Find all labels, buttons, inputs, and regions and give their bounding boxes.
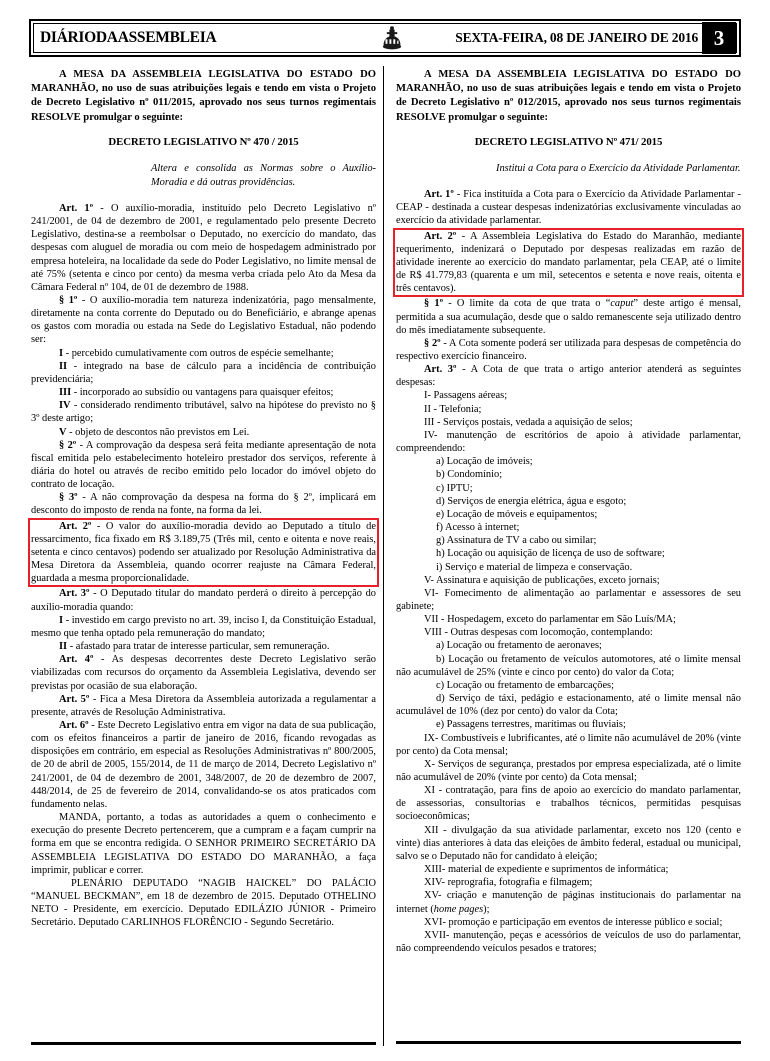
left-art6-text: - Este Decreto Legislativo entra em vigor na data de sua publicação, com os efeitos financeiros a partir de janeiro de 2016, ficando revogadas as disposições em contrário, em especial as Resoluções Administrativas nº 800/2005, de 20 de abril de 2005, 155/2014, de 11 de março de 2014, Decreto Legislativo nº 241/2001, de 04 de dezembro de 2001, 348/2007, de 20 de dezembro de 2007, 448/2014, de 25 de fevereiro de 2014, convalidando-se os atos praticados com fundamento nelas.	[31, 719, 376, 810]
right-art1-label: Art. 1º	[424, 189, 454, 201]
right-art2-label: Art. 2º	[424, 230, 457, 242]
right-item-iii: III - Serviços postais, vedada a aquisição de selos;	[424, 416, 633, 428]
right-column	[396, 68, 741, 955]
left-inciso-v-label: V	[59, 426, 67, 438]
left-art5-text: - Fica a Mesa Diretora da Assembleia autorizada a regulamentar a presente, através de Resolução Administrativa.	[31, 693, 376, 718]
right-art3-text: - A Cota de que trata o artigo anterior atenderá as seguintes despesas:	[396, 364, 741, 389]
right-item-iv: IV- manutenção de escritórios de apoio à atividade parlamentar, compreendendo:	[396, 429, 741, 455]
left-par3	[31, 491, 376, 517]
right-subitem-iv-d: d) Serviços de energia elétrica, água e esgoto;	[436, 495, 627, 507]
right-art3	[396, 363, 741, 389]
right-subitem-iv-i: i) Serviço e material de limpeza e conservação.	[436, 561, 633, 573]
left-inciso-iii-label: III	[59, 387, 72, 399]
right-subitem-iv-f: f) Acesso à internet;	[436, 522, 520, 534]
left-inciso-iii	[31, 386, 376, 399]
left-par3-text: - A não comprovação da despesa na forma do § 2º, implicará em desconto do imposto de renda na fonte, na forma da lei.	[31, 492, 376, 517]
left-art6-label: Art. 6º	[59, 719, 89, 731]
right-par2	[396, 337, 741, 363]
right-item-ii: II - Telefonia;	[424, 403, 482, 415]
right-highlight-box-art2	[393, 228, 744, 298]
right-subitem-iv-a: a) Locação de imóveis;	[436, 456, 533, 468]
right-par1	[396, 297, 741, 336]
left-highlight-box-art2	[28, 518, 379, 588]
left-art2-label: Art. 2º	[59, 520, 92, 532]
left-par2-label: § 2º	[59, 439, 77, 451]
left-inciso-ii-text: - integrado na base de cálculo para a incidência de contribuição previdenciária;	[31, 360, 376, 385]
left-art1-text: - O auxílio-moradia, instituído pelo Decreto Legislativo nº 241/2001, de 04 de dezembro de 2001, e regulamentado pelo presente Decreto Legislativo, destina-se a reembolsar o Deputado, no exercício do mandato, das despesas com aluguel de moradia ou com meio de hospedagem administrado por empresa hoteleira, na localidade da sede do Poder Legislativo, no limite mensal de até 75% (setenta e cinco por cento) da mesma verba criada pelo Ato da Mesa da Câmara Federal nº 104, de 01 de dezembro de 1988.	[31, 202, 376, 293]
right-ementa: Institui a Cota para o Exercício da Atividade Parlamentar.	[496, 163, 741, 175]
right-subitem-iv-e: e) Locação de móveis e equipamentos;	[436, 508, 598, 520]
right-par2-text: - A Cota somente poderá ser utilizada para despesas de competência do respectivo exercício financeiro.	[396, 337, 741, 363]
right-subitem-viii-d: d) Serviço de táxi, pedágio e estacionamento, até o limite mensal não acumulável de 10% (dez por cento) do valor da Cota;	[396, 693, 741, 718]
left-inciso-ii-label: II	[59, 360, 68, 372]
left-column	[31, 68, 376, 929]
right-par1-label: § 1º	[424, 298, 444, 310]
masthead-inner	[33, 23, 737, 53]
left-inciso-i-text: - percebido cumulativamente com outros de espécie semelhante;	[63, 347, 334, 359]
left-art2-text: - O valor do auxílio-moradia devido ao Deputado a título de ressarcimento, fica fixado em R$ 3.189,75 (Três mil, cento e oitenta e nove reais, setenta e cinco centavos) podendo ser atualizado por Resolução Administrativa da Mesa Diretora da Assembleia, quando ocorrer reajuste na Câmara Federal, guardada a mesma proporcionalidade.	[31, 520, 376, 585]
left-art3-inciso-ii-label: II	[59, 641, 68, 653]
issue-date: SEXTA-FEIRA, 08 DE JANEIRO DE 2016	[455, 30, 698, 45]
left-art3-inciso-i-label: I	[59, 614, 64, 626]
right-subitem-iv-g: g) Assinatura de TV a cabo ou similar;	[436, 535, 597, 547]
right-item-xvii: XVII- manutenção, peças e acessórios de veículos de uso do parlamentar, não compreendendo veículos pesados e tratores;	[396, 929, 741, 955]
left-inciso-iv	[31, 399, 376, 425]
right-subitem-iv-h: h) Locação ou aquisição de licença de uso de software;	[436, 548, 665, 560]
left-par2-text: - A comprovação da despesa será feita mediante apresentação de nota fiscal emitida pelo estabelecimento hoteleiro prestador dos serviços, referente à diária do hotel ou através de recibo emitido pelo locador do imóvel objeto do contrato de locação.	[31, 439, 377, 491]
left-par1-text: - O auxílio-moradia tem natureza indenizatória, pago mensalmente, diretamente na conta corrente do Deputado ou do Beneficiário, e abrange apenas os gastos com moradia ou estada na Sede do Legislativo Estadual, não podendo ser:	[31, 294, 376, 346]
right-art2	[396, 230, 741, 296]
left-plenario-paragraph: PLENÁRIO DEPUTADO “NAGIB HAICKEL” DO PALÁCIO “MANUEL BECKMAN”, em 18 de dezembro de 2015. Deputado OTHELINO NETO - Presidente, em exercício. Deputado EDILÁZIO JÚNIOR - Primeiro Secretário. Deputado CARLINHOS FLORÊNCIO - Segundo Secretário.	[31, 877, 376, 929]
right-art3-label: Art. 3º	[424, 364, 457, 376]
left-manda-paragraph: MANDA, portanto, a todas as autoridades a quem o conhecimento e execução do presente Decreto pertencerem, que a cumpram e a façam cumprir na forma em que se encontra redigida. O SENHOR PRIMEIRO SECRETÁRIO DA ASSEMBLEIA LEGISLATIVA DO ESTADO DO MARANHÃO, a faça imprimir, publicar e correr.	[31, 812, 376, 876]
left-heading: A MESA DA ASSEMBLEIA LEGISLATIVA DO ESTADO DO MARANHÃO, no uso de suas atribuições legais e tendo em vista o Projeto de Decreto Legislativo nº 011/2015, aprovado nos seus turnos regimentais RESOLVE promulgar o seguinte:	[31, 69, 376, 123]
left-art4	[31, 653, 376, 692]
publication-title: DIÁRIODAASSEMBLEIA	[40, 29, 217, 46]
left-art3-inciso-i	[31, 614, 376, 640]
coat-of-arms-icon	[379, 25, 405, 51]
right-item-ix: IX- Combustíveis e lubrificantes, até o limite não acumulável de 20% (vinte por cento) da Cota mensal;	[396, 732, 741, 757]
left-art1-label: Art. 1º	[59, 202, 94, 214]
right-item-xi: XI - contratação, para fins de apoio ao exercício do mandato parlamentar, de assessorias, consultorias e trabalhos técnicos, permitidas pesquisas socioeconômicas;	[396, 785, 741, 823]
right-subitem-viii-b: b) Locação ou fretamento de veículos automotores, até o limite mensal não acumulável de 25% (vinte e cinco por cento) do valor da Cota;	[396, 653, 741, 678]
masthead-banner	[29, 19, 741, 57]
right-par1-text-italic-term: caput	[610, 298, 634, 310]
right-item-x: X- Serviços de segurança, prestados por empresa especializada, até o limite não acumulável de 20% (vinte por cento) da Cota mensal;	[396, 758, 741, 784]
right-item-xiv: XIV- reprografia, fotografia e filmagem;	[424, 877, 593, 889]
right-item-viii: VIII - Outras despesas com locomoção, contemplando:	[424, 627, 653, 639]
right-subitem-viii-a: a) Locação ou fretamento de aeronaves;	[436, 640, 602, 652]
left-inciso-iii-text: - incorporado ao subsídio ou vantagens para quaisquer efeitos;	[71, 387, 334, 399]
left-art2	[31, 520, 376, 586]
right-item-vi: VI- Fomecimento de alimentação ao parlamentar e assessores de seu gabinete;	[396, 587, 741, 612]
page-number-badge: 3	[702, 22, 736, 54]
right-par2-label: § 2º	[424, 337, 441, 349]
right-item-i: I- Passagens aéreas;	[424, 390, 508, 402]
left-art3-inciso-ii	[31, 640, 376, 653]
right-art1	[396, 188, 741, 227]
right-item-xii: XII - divulgação da sua atividade parlamentar, exceto nos 120 (cento e vinte) dias anteriores à data das eleições de âmbito federal, estadual ou municipal, salvo se o Deputado não for candidato à eleição;	[396, 824, 741, 862]
left-art3-inciso-ii-text: - afastado para tratar de interesse particular, sem remuneração.	[67, 641, 330, 653]
right-heading: A MESA DA ASSEMBLEIA LEGISLATIVA DO ESTADO DO MARANHÃO, no uso de suas atribuições legais e tendo em vista o Projeto de Decreto Legislativo nº 012/2015, aprovado nos seus turnos regimentais RESOLVE promulgar o seguinte:	[396, 69, 741, 123]
left-inciso-iv-label: IV	[59, 400, 71, 412]
right-item-vii: VII - Hospedagem, exceto do parlamentar em São Luís/MA;	[424, 614, 676, 626]
left-art6	[31, 719, 376, 811]
left-par1-label: § 1º	[59, 294, 78, 306]
right-item-v: V- Assinatura e aquisição de publicações, exceto jornais;	[424, 574, 660, 586]
left-inciso-v-text: - objeto de descontos não previstos em Lei.	[66, 426, 250, 438]
left-column-footer-rule	[31, 1042, 376, 1045]
right-subitem-iv-c: c) IPTU;	[436, 482, 473, 494]
right-art2-text: - A Assembleia Legislativa do Estado do Maranhão, mediante requerimento, indenizará o Deputado por despesas realizadas em razão de atividade inerente ao exercício do mandato parlamentar, pela CEAP, até o limite de R$ 41.779,83 (quarenta e um mil, setecentos e setenta e nove reais, oitenta e três centavos).	[396, 230, 741, 295]
left-inciso-v	[31, 426, 376, 439]
column-divider	[383, 66, 384, 1046]
left-art1	[31, 202, 376, 294]
left-decree-title: DECRETO LEGISLATIVO Nº 470 / 2015	[108, 135, 299, 148]
left-art4-label: Art. 4º	[59, 654, 94, 666]
left-art3-text: - O Deputado titular do mandato perderá o direito à percepção do auxílio-moradia quando:	[31, 588, 376, 613]
right-par1-text: - O limite da cota de que trata o “caput” deste artigo é mensal, permitida a sua acumulação, desde que o saldo remanescente seja utilizado dentro do mês imediatamente subsequente.	[396, 298, 742, 336]
right-item-xv: XV- criação e manutenção de páginas institucionais do parlamentar na internet (home pages);	[396, 890, 741, 915]
right-subitem-viii-e: e) Passagens terrestres, marítimas ou fluviais;	[436, 719, 626, 731]
right-subitem-iv-b: b) Condomínio;	[436, 469, 503, 481]
left-inciso-i-label: I	[59, 347, 64, 359]
right-decree-title: DECRETO LEGISLATIVO Nº 471/ 2015	[474, 135, 663, 148]
right-item-xvi: XVI- promoção e participação em eventos de interesse público e social;	[424, 916, 723, 928]
left-ementa: Altera e consolida as Normas sobre o Auxílio-Moradia e dá outras providências.	[151, 163, 376, 189]
left-par1	[31, 294, 376, 347]
left-inciso-iv-text: - considerado rendimento tributável, salvo na hipótese do previsto no § 3º deste artigo;	[31, 400, 376, 425]
left-art3-label: Art. 3º	[59, 588, 90, 600]
left-par2	[31, 439, 376, 492]
left-par3-label: § 3º	[59, 492, 78, 504]
right-item-xiii: XIII- material de expediente e suprimentos de informática;	[424, 864, 669, 876]
right-art1-text: - Fica instituída a Cota para o Exercício da Atividade Parlamentar - CEAP - destinada a custear despesas indenizatórias exclusivamente vinculadas ao exercício da atividade parlamentar.	[396, 189, 741, 227]
left-inciso-i	[31, 347, 376, 360]
left-art5	[31, 693, 376, 719]
left-art4-text: - As despesas decorrentes deste Decreto Legislativo serão viabilizadas com recursos do orçamento da Assembleia Legislativa, devendo ser previstas por ocasião de sua elaboração.	[31, 654, 377, 692]
left-inciso-ii	[31, 360, 376, 386]
left-art3-inciso-i-text: - investido em cargo previsto no art. 39, inciso I, da Constituição Estadual, mesmo que tenha optado pela remuneração do mandato;	[31, 614, 376, 639]
right-subitem-viii-c: c) Locação ou fretamento de embarcações;	[436, 679, 614, 691]
left-art5-label: Art. 5º	[59, 693, 90, 705]
right-column-footer-rule	[396, 1041, 741, 1044]
right-item-xv-italic-term: home pages	[433, 903, 484, 915]
left-art3	[31, 587, 376, 613]
